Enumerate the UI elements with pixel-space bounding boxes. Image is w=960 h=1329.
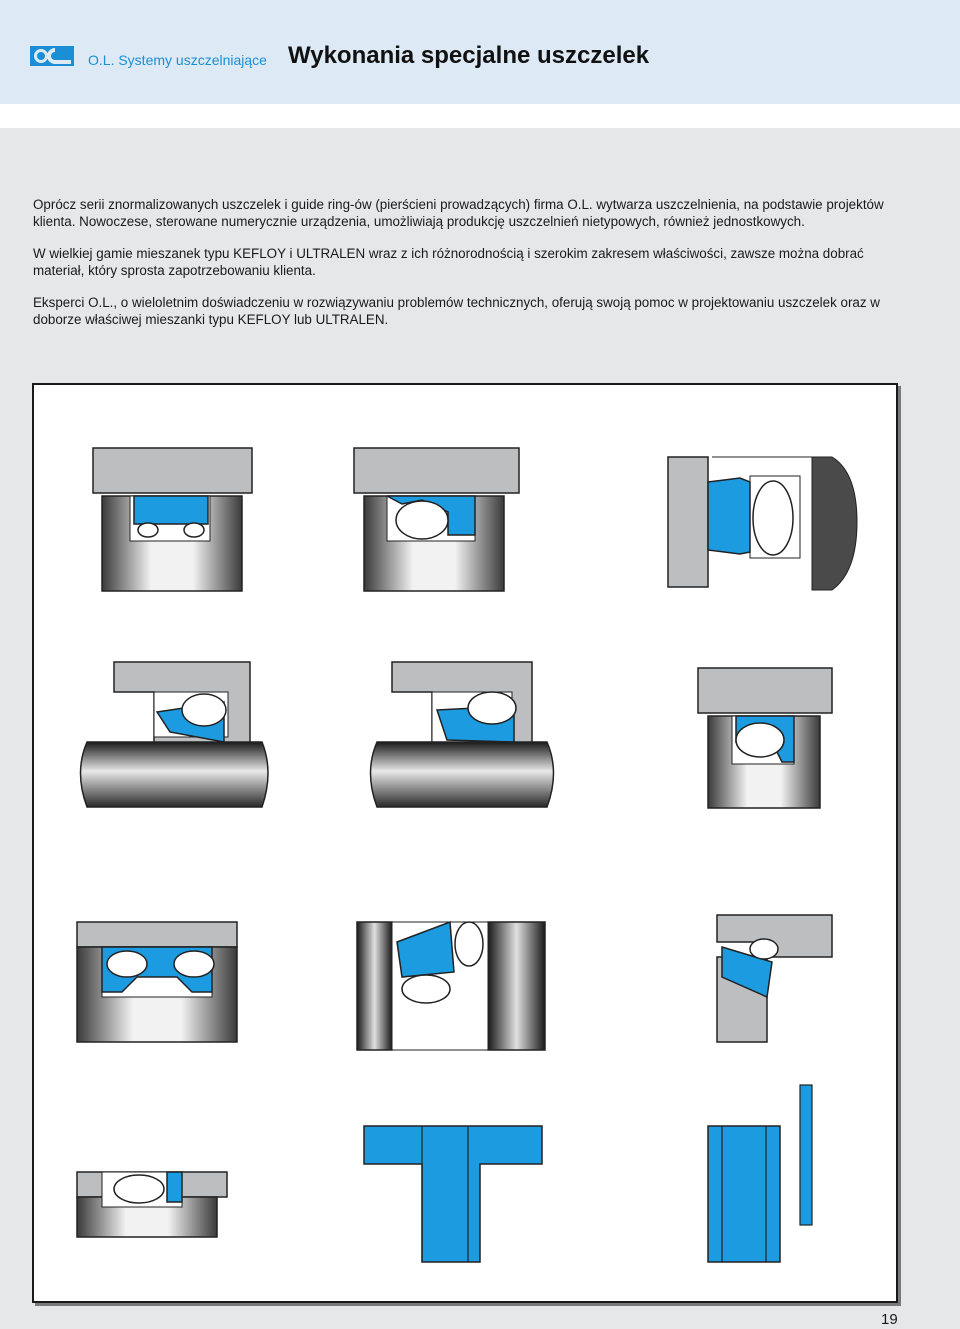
seal-drawing-4 — [81, 662, 269, 807]
seal-drawing-1 — [93, 448, 252, 591]
page-number: 19 — [881, 1311, 898, 1328]
seal-drawing-12 — [708, 1085, 812, 1262]
company-name: O.L. Systemy uszczelniające — [88, 52, 267, 68]
page-header — [0, 0, 960, 104]
ol-logo-icon — [30, 42, 74, 68]
seal-drawings — [34, 385, 898, 1303]
seal-drawing-6 — [698, 668, 832, 808]
seal-drawing-9 — [717, 915, 832, 1042]
seal-drawing-3 — [668, 457, 857, 590]
intro-paragraph-2: W wielkiej gamie mieszanek typu KEFLOY i ULTRALEN wraz z ich różnorodnością i szerokim zakresem właściwości, zawsze można dobrać materiał, który sprosta zapotrzebowaniu klienta. — [33, 246, 864, 278]
seal-drawing-10 — [77, 1172, 227, 1237]
intro-paragraph-3: Eksperci O.L., o wieloletnim doświadczeniu w rozwiązywaniu problemów technicznych, oferują swoją pomoc w projektowaniu uszczelek oraz w doborze właściwej mieszanki typu KEFLOY lub ULTRALEN. — [33, 295, 880, 327]
intro-text — [33, 196, 903, 343]
page-title: Wykonania specjalne uszczelek — [288, 42, 650, 69]
seal-drawing-11 — [364, 1126, 542, 1262]
intro-paragraph-1: Oprócz serii znormalizowanych uszczelek i guide ring-ów (pierścieni prowadzących) firma O.L. wytwarza uszczelnienia, na podstawie projektów klienta. Nowoczese, sterowane numerycznie urządzenia, umożliwiają produkcję uszczelnień nietypowych, również jednostkowych. — [33, 197, 884, 229]
seal-drawing-7 — [77, 922, 237, 1042]
seal-drawings-panel — [32, 383, 898, 1303]
seal-drawing-5 — [371, 662, 554, 807]
seal-drawing-8 — [357, 922, 545, 1050]
seal-drawing-2 — [354, 448, 519, 591]
header-divider — [0, 104, 960, 128]
